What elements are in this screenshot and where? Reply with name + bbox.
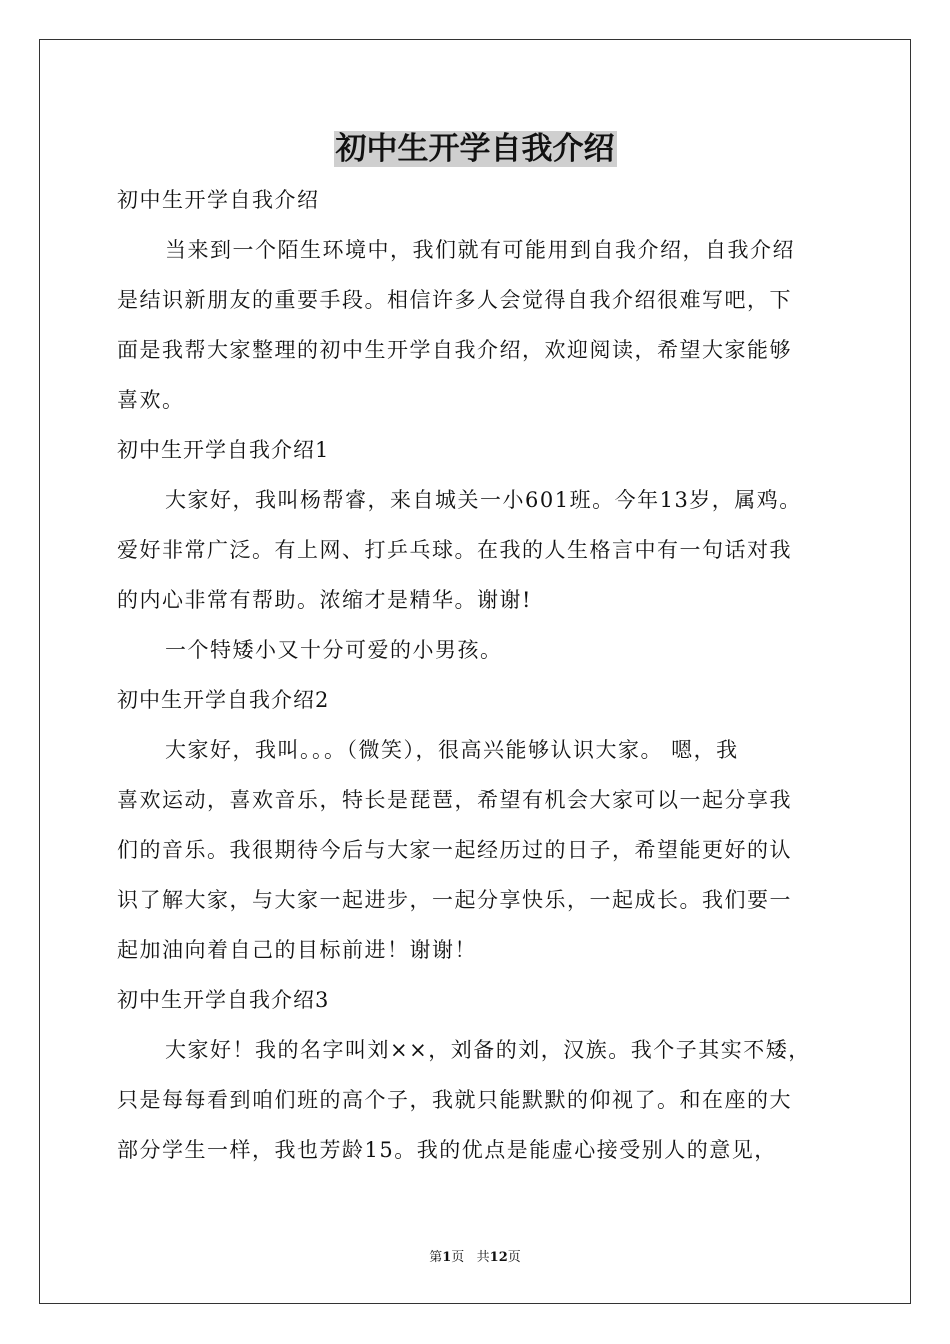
footer-prefix: 第 (429, 1250, 443, 1265)
body-line: 爱好非常广泛。有上网、打乒乓球。在我的人生格言中有一句话对我 (117, 538, 792, 562)
body-line: 只是每每看到咱们班的高个子，我就只能默默的仰视了。和在座的大 (117, 1088, 792, 1112)
document-body (117, 175, 841, 1175)
body-line: 的内心非常有帮助。浓缩才是精华。谢谢! (117, 588, 532, 612)
section-heading: 初中生开学自我介绍2 (117, 688, 330, 712)
body-line: 面是我帮大家整理的初中生开学自我介绍，欢迎阅读，希望大家能够 (117, 338, 792, 362)
current-page-number: 1 (442, 1250, 452, 1265)
body-line: 起加油向着自己的目标前进！谢谢！ (117, 938, 477, 962)
body-line: 是结识新朋友的重要手段。相信许多人会觉得自我介绍很难写吧，下 (117, 288, 792, 312)
document-title-text: 初中生开学自我介绍 (335, 131, 615, 167)
total-pages-number: 12 (489, 1250, 508, 1265)
body-line: 喜欢运动，喜欢音乐，特长是琵琶，希望有机会大家可以一起分享我 (117, 788, 792, 812)
body-line: 喜欢。 (117, 388, 185, 412)
body-line: 一个特矮小又十分可爱的小男孩。 (165, 638, 503, 662)
body-line: 大家好，我叫杨帮睿，来自城关一小601班。今年13岁，属鸡。 (165, 488, 802, 512)
section-heading: 初中生开学自我介绍1 (117, 438, 330, 462)
body-line: 初中生开学自我介绍 (117, 188, 320, 212)
body-line: 们的音乐。我很期待今后与大家一起经历过的日子，希望能更好的认 (117, 838, 792, 862)
footer-suffix: 页 (507, 1250, 521, 1265)
page-footer (0, 1248, 950, 1268)
document-title (0, 126, 950, 172)
body-line: 当来到一个陌生环境中，我们就有可能用到自我介绍，自我介绍 (165, 238, 795, 262)
body-line: 大家好，我叫。。。（微笑），很高兴能够认识大家。 嗯，我 (165, 738, 739, 762)
footer-mid: 页 共 (451, 1250, 490, 1265)
body-line: 大家好！我的名字叫刘××，刘备的刘，汉族。我个子其实不矮， (165, 1038, 811, 1062)
body-line: 识了解大家，与大家一起进步，一起分享快乐，一起成长。我们要一 (117, 888, 792, 912)
body-line: 部分学生一样，我也芳龄15。我的优点是能虚心接受别人的意见， (117, 1138, 777, 1162)
section-heading: 初中生开学自我介绍3 (117, 988, 330, 1012)
